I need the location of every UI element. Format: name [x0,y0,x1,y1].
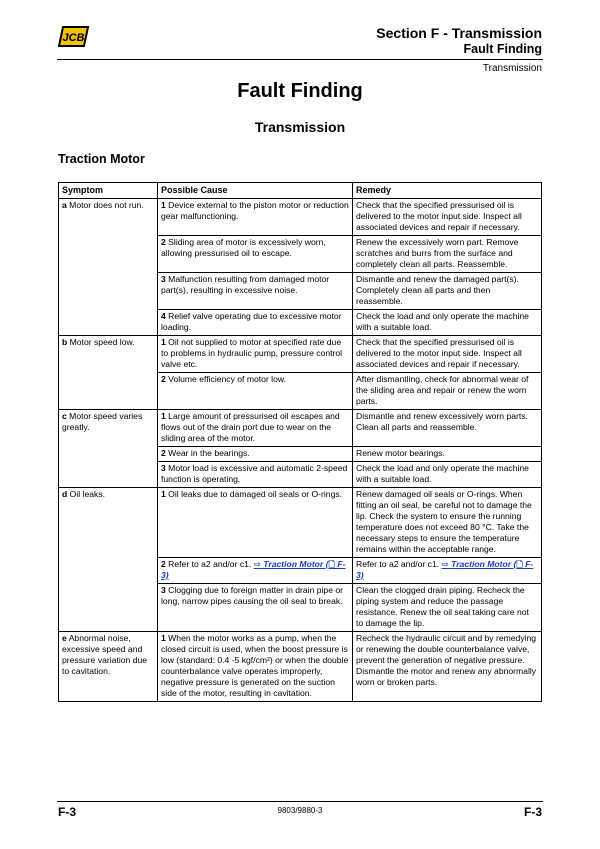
remedy-cell: Clean the clogged drain piping. Recheck the piping system and reduce the passage resistance. Renew the oil seal taking care not to damage the lip. [353,584,542,632]
cause-cell: 2 Sliding area of motor is excessively worn, allowing pressurised oil to escape. [158,236,353,273]
symptom-cell: b Motor speed low. [59,336,158,410]
footer-rule [57,801,543,802]
column-header-remedy: Remedy [353,183,542,199]
symptom-cell: c Motor speed varies greatly. [59,410,158,488]
arrow-right-icon: ⇨ [441,559,449,569]
remedy-cell: Renew damaged oil seals or O-rings. When fitting an oil seal, be careful not to damage the lip. Check the system to ensure the running temperature does not exceed 80 °C. Take the necessary steps to ensure the temperature remains within the acceptable range. [353,488,542,558]
remedy-cell: Check that the specified pressurised oil is delivered to the motor input side. Inspect all associated devices and repair if necessary. [353,336,542,373]
cause-cell: 1 Oil leaks due to damaged oil seals or O-rings. [158,488,353,558]
logo-text: JCB [62,32,85,44]
symptom-cell: e Abnormal noise, excessive speed and pressure variation due to cavitation. [59,632,158,702]
remedy-cell: Recheck the hydraulic circuit and by remedying or renewing the double counterbalance valve, prevent the generation of negative pressure. Dismantle the motor and renew any abnormally worn or broken parts. [353,632,542,702]
table-row [59,410,542,447]
section-title: Section F - Transmission [376,25,542,41]
remedy-cell: Check that the specified pressurised oil is delivered to the motor input side. Inspect all associated devices and repair if necessary. [353,199,542,236]
document-number: 9803/9880-3 [277,806,323,815]
cause-cell: 4 Relief valve operating due to excessive motor loading. [158,310,353,336]
jcb-logo [57,24,90,50]
header-rule [57,59,543,60]
cause-cell: 1 Oil not supplied to motor at specified rate due to problems in hydraulic pump, pressure control valve etc. [158,336,353,373]
cause-cell: 2 Refer to a2 and/or c1. ⇨ Traction Motor (🗋 F-3) [158,558,353,584]
cause-cell: 2 Wear in the bearings. [158,447,353,462]
remedy-cell: Renew motor bearings. [353,447,542,462]
page-number-left: F-3 [58,805,76,819]
cause-cell: 2 Volume efficiency of motor low. [158,373,353,410]
column-header-symptom: Symptom [59,183,158,199]
arrow-right-icon: ⇨ [253,559,261,569]
table-row [59,199,542,236]
remedy-cell: Renew the excessively worn part. Remove scratches and burrs from the surface and completely clean all parts. Reassemble. [353,236,542,273]
remedy-cell: Dismantle and renew excessively worn parts. Clean all parts and reassemble. [353,410,542,447]
subsection-title: Fault Finding [463,42,542,56]
topic-label: Transmission [482,63,542,74]
remedy-cell: After dismantling, check for abnormal wear of the sliding area and repair or renew the worn parts. [353,373,542,410]
section-heading: Traction Motor [58,152,145,166]
remedy-cell: Dismantle and renew the damaged part(s). Completely clean all parts and then reassemble. [353,273,542,310]
page-subtitle: Transmission [254,119,346,135]
remedy-cell: Refer to a2 and/or c1. ⇨ Traction Motor (🗋 F-3) [353,558,542,584]
traction-motor-link[interactable]: ⇨ Traction Motor (🗋 F-3) [161,559,346,580]
cause-cell: 3 Motor load is excessive and automatic 2-speed function is operating. [158,462,353,488]
page-number-right: F-3 [524,805,542,819]
cause-cell: 1 Large amount of pressurised oil escapes and flows out of the drain port due to wear on the sliding area of the motor. [158,410,353,447]
symptom-cell: a Motor does not run. [59,199,158,336]
remedy-cell: Check the load and only operate the machine with a suitable load. [353,462,542,488]
document-icon: 🗋 [328,560,335,569]
table-header-row [59,183,542,199]
column-header-cause: Possible Cause [158,183,353,199]
table-row [59,632,542,702]
remedy-cell: Check the load and only operate the machine with a suitable load. [353,310,542,336]
cause-cell: 3 Malfunction resulting from damaged motor part(s), resulting in excessive noise. [158,273,353,310]
table-row [59,336,542,373]
cause-cell: 1 Device external to the piston motor or reduction gear malfunctioning. [158,199,353,236]
fault-finding-table [58,182,542,702]
traction-motor-link[interactable]: ⇨ Traction Motor (🗋 F-3) [356,559,534,580]
table-row [59,488,542,558]
page-title: Fault Finding [237,80,363,102]
cause-cell: 3 Clogging due to foreign matter in drain pipe or long, narrow pipes causing the oil seal to break. [158,584,353,632]
document-icon: 🗋 [516,560,523,569]
symptom-cell: d Oil leaks. [59,488,158,632]
cause-cell: 1 When the motor works as a pump, when the closed circuit is used, when the boost pressure is low (standard: 0.4 -5 kgf/cm²) or when the double counterbalance valve operates improperly, negative pressure is generated on the suction side of the motor, resulting in cavitation. [158,632,353,702]
